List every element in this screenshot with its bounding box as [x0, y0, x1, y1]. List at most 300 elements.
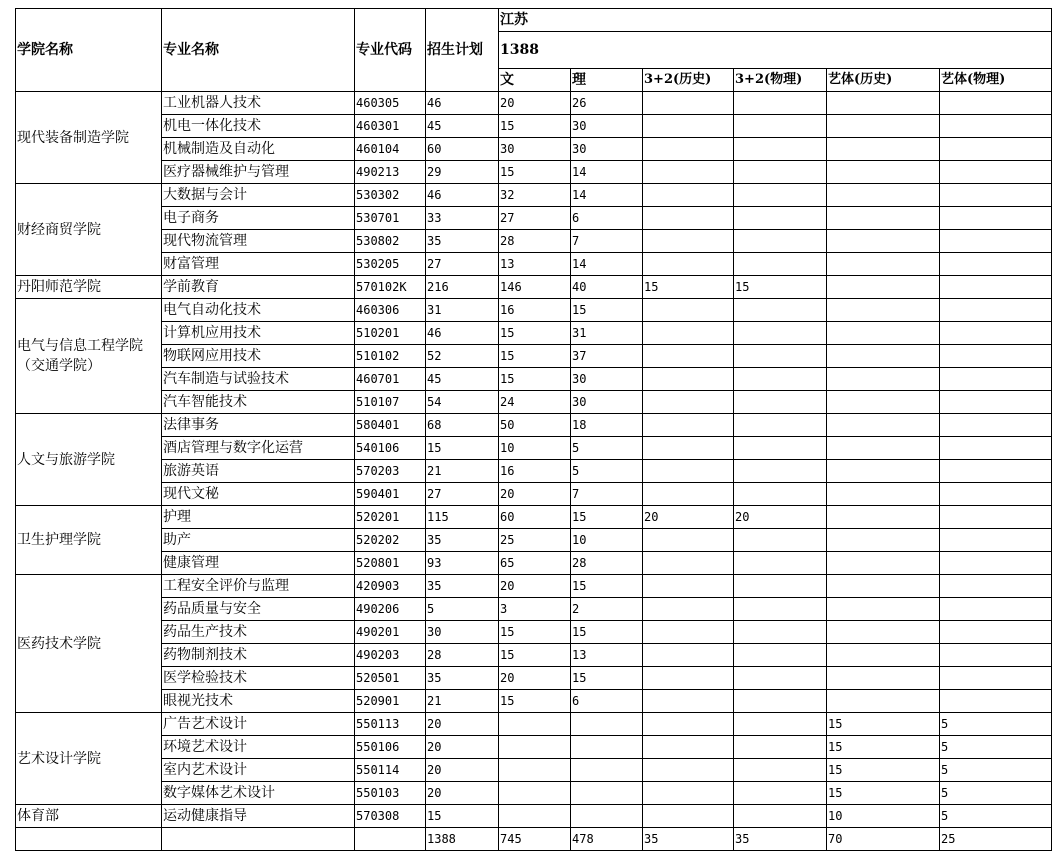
- li-cell: 5: [571, 460, 643, 483]
- major-cell: 眼视光技术: [162, 690, 355, 713]
- art-history-cell: 15: [827, 759, 940, 782]
- college-cell: 丹阳师范学院: [16, 276, 162, 299]
- college-cell: 艺术设计学院: [16, 713, 162, 805]
- p32-cell: [734, 161, 827, 184]
- h32-cell: [643, 690, 734, 713]
- plan-cell: 52: [426, 345, 499, 368]
- p32-cell: [734, 667, 827, 690]
- code-cell: 510201: [355, 322, 426, 345]
- plan-cell: 35: [426, 667, 499, 690]
- code-cell: 490206: [355, 598, 426, 621]
- table-row: [16, 759, 1052, 782]
- plan-cell: 15: [426, 805, 499, 828]
- li-cell: 30: [571, 115, 643, 138]
- plan-cell: 27: [426, 253, 499, 276]
- h32-cell: [643, 805, 734, 828]
- table-row: [16, 115, 1052, 138]
- college-cell: 医药技术学院: [16, 575, 162, 713]
- art-history-cell: [827, 253, 940, 276]
- art-physics-cell: [940, 138, 1052, 161]
- plan-cell: 15: [426, 437, 499, 460]
- wen-cell: [499, 713, 571, 736]
- plan-cell: 216: [426, 276, 499, 299]
- li-cell: [571, 713, 643, 736]
- table-row: [16, 368, 1052, 391]
- p32-cell: [734, 368, 827, 391]
- wen-cell: 65: [499, 552, 571, 575]
- art-physics-cell: [940, 161, 1052, 184]
- h32-cell: [643, 230, 734, 253]
- college-cell: 体育部: [16, 805, 162, 828]
- major-cell: 汽车制造与试验技术: [162, 368, 355, 391]
- art-history-cell: [827, 506, 940, 529]
- code-cell: 570203: [355, 460, 426, 483]
- wen-cell: 15: [499, 161, 571, 184]
- art-history-cell: [827, 345, 940, 368]
- code-cell: 520501: [355, 667, 426, 690]
- li-cell: 30: [571, 391, 643, 414]
- art-history-cell: [827, 437, 940, 460]
- table-row: [16, 207, 1052, 230]
- wen-cell: 15: [499, 690, 571, 713]
- h32-cell: [643, 299, 734, 322]
- p32-cell: [734, 759, 827, 782]
- header-row: [16, 9, 1052, 32]
- table-row: [16, 414, 1052, 437]
- major-cell: 机电一体化技术: [162, 115, 355, 138]
- plan-cell: 20: [426, 713, 499, 736]
- major-cell: 工业机器人技术: [162, 92, 355, 115]
- p32-cell: [734, 322, 827, 345]
- major-cell: 酒店管理与数字化运营: [162, 437, 355, 460]
- art-history-cell: [827, 414, 940, 437]
- major-cell: 电子商务: [162, 207, 355, 230]
- art-history-cell: [827, 391, 940, 414]
- wen-cell: 16: [499, 460, 571, 483]
- p32-cell: [734, 598, 827, 621]
- h32-cell: [643, 713, 734, 736]
- code-cell: 420903: [355, 575, 426, 598]
- header-li: 理: [571, 69, 643, 92]
- li-cell: 7: [571, 230, 643, 253]
- h32-cell: [643, 115, 734, 138]
- major-cell: 学前教育: [162, 276, 355, 299]
- wen-cell: 20: [499, 667, 571, 690]
- art-physics-cell: [940, 437, 1052, 460]
- code-cell: 460305: [355, 92, 426, 115]
- plan-cell: 46: [426, 184, 499, 207]
- li-cell: 14: [571, 184, 643, 207]
- header-major: 专业名称: [162, 9, 355, 92]
- table-row: [16, 184, 1052, 207]
- wen-cell: 10: [499, 437, 571, 460]
- art-history-cell: [827, 483, 940, 506]
- major-cell: 护理: [162, 506, 355, 529]
- art-physics-cell: [940, 276, 1052, 299]
- plan-cell: 68: [426, 414, 499, 437]
- p32-cell: [734, 138, 827, 161]
- table-row: [16, 92, 1052, 115]
- h32-cell: [643, 529, 734, 552]
- li-cell: 15: [571, 506, 643, 529]
- college-cell: 现代装备制造学院: [16, 92, 162, 184]
- li-cell: 37: [571, 345, 643, 368]
- h32-cell: [643, 483, 734, 506]
- h32-cell: [643, 184, 734, 207]
- empty-cell: [16, 828, 162, 851]
- wen-cell: 24: [499, 391, 571, 414]
- wen-cell: 25: [499, 529, 571, 552]
- p32-cell: [734, 575, 827, 598]
- wen-cell: 30: [499, 138, 571, 161]
- college-cell: 电气与信息工程学院（交通学院）: [16, 299, 162, 414]
- code-cell: 540106: [355, 437, 426, 460]
- art-history-cell: [827, 184, 940, 207]
- major-cell: 工程安全评价与监理: [162, 575, 355, 598]
- art-history-cell: [827, 552, 940, 575]
- h32-cell: [643, 759, 734, 782]
- table-row: [16, 437, 1052, 460]
- li-cell: 13: [571, 644, 643, 667]
- code-cell: 460306: [355, 299, 426, 322]
- table-row: [16, 460, 1052, 483]
- li-cell: 15: [571, 667, 643, 690]
- wen-cell: 20: [499, 575, 571, 598]
- plan-cell: 35: [426, 230, 499, 253]
- wen-cell: 27: [499, 207, 571, 230]
- table-row: [16, 230, 1052, 253]
- h32-cell: [643, 437, 734, 460]
- plan-cell: 60: [426, 138, 499, 161]
- p32-cell: [734, 115, 827, 138]
- major-cell: 汽车智能技术: [162, 391, 355, 414]
- art-physics-cell: [940, 299, 1052, 322]
- plan-cell: 35: [426, 529, 499, 552]
- art-physics-cell: 5: [940, 713, 1052, 736]
- art-physics-cell: [940, 368, 1052, 391]
- code-cell: 550106: [355, 736, 426, 759]
- major-cell: 健康管理: [162, 552, 355, 575]
- header-art-history: 艺体(历史): [827, 69, 940, 92]
- table-row: [16, 736, 1052, 759]
- table-row: [16, 713, 1052, 736]
- plan-cell: 93: [426, 552, 499, 575]
- college-cell: 卫生护理学院: [16, 506, 162, 575]
- plan-cell: 28: [426, 644, 499, 667]
- art-physics-cell: [940, 575, 1052, 598]
- li-cell: 26: [571, 92, 643, 115]
- li-cell: 40: [571, 276, 643, 299]
- art-history-cell: 15: [827, 713, 940, 736]
- total-plan-cell: 1388: [426, 828, 499, 851]
- h32-cell: [643, 368, 734, 391]
- p32-cell: [734, 690, 827, 713]
- major-cell: 财富管理: [162, 253, 355, 276]
- h32-cell: [643, 322, 734, 345]
- wen-cell: [499, 759, 571, 782]
- code-cell: 490213: [355, 161, 426, 184]
- li-cell: 14: [571, 161, 643, 184]
- major-cell: 药品生产技术: [162, 621, 355, 644]
- p32-cell: [734, 621, 827, 644]
- code-cell: 570308: [355, 805, 426, 828]
- h32-cell: [643, 736, 734, 759]
- header-wen: 文: [499, 69, 571, 92]
- h32-cell: [643, 575, 734, 598]
- h32-cell: [643, 552, 734, 575]
- total-ah-cell: 70: [827, 828, 940, 851]
- header-code: 专业代码: [355, 9, 426, 92]
- header-province-total: 1388: [499, 32, 1052, 69]
- header-32-history: 3+2(历史): [643, 69, 734, 92]
- wen-cell: 3: [499, 598, 571, 621]
- major-cell: 大数据与会计: [162, 184, 355, 207]
- major-cell: 机械制造及自动化: [162, 138, 355, 161]
- total-ap-cell: 25: [940, 828, 1052, 851]
- wen-cell: 13: [499, 253, 571, 276]
- plan-cell: 29: [426, 161, 499, 184]
- major-cell: 计算机应用技术: [162, 322, 355, 345]
- art-history-cell: 15: [827, 736, 940, 759]
- art-history-cell: [827, 92, 940, 115]
- art-history-cell: [827, 138, 940, 161]
- table-row: [16, 529, 1052, 552]
- art-history-cell: [827, 276, 940, 299]
- code-cell: 550114: [355, 759, 426, 782]
- code-cell: 530205: [355, 253, 426, 276]
- wen-cell: 15: [499, 644, 571, 667]
- plan-cell: 33: [426, 207, 499, 230]
- h32-cell: [643, 782, 734, 805]
- code-cell: 580401: [355, 414, 426, 437]
- p32-cell: [734, 713, 827, 736]
- table-row: [16, 138, 1052, 161]
- p32-cell: [734, 782, 827, 805]
- table-row: [16, 552, 1052, 575]
- art-history-cell: 10: [827, 805, 940, 828]
- table-row: [16, 345, 1052, 368]
- li-cell: [571, 782, 643, 805]
- art-physics-cell: [940, 598, 1052, 621]
- art-history-cell: 15: [827, 782, 940, 805]
- empty-cell: [162, 828, 355, 851]
- code-cell: 490201: [355, 621, 426, 644]
- major-cell: 数字媒体艺术设计: [162, 782, 355, 805]
- h32-cell: [643, 345, 734, 368]
- major-cell: 药物制剂技术: [162, 644, 355, 667]
- table-row: [16, 782, 1052, 805]
- art-history-cell: [827, 460, 940, 483]
- art-history-cell: [827, 621, 940, 644]
- art-history-cell: [827, 161, 940, 184]
- h32-cell: [643, 391, 734, 414]
- p32-cell: [734, 644, 827, 667]
- art-history-cell: [827, 322, 940, 345]
- wen-cell: 15: [499, 322, 571, 345]
- table-row: [16, 506, 1052, 529]
- major-cell: 法律事务: [162, 414, 355, 437]
- major-cell: 助产: [162, 529, 355, 552]
- code-cell: 550113: [355, 713, 426, 736]
- li-cell: [571, 736, 643, 759]
- art-physics-cell: [940, 460, 1052, 483]
- art-history-cell: [827, 368, 940, 391]
- total-li-cell: 478: [571, 828, 643, 851]
- plan-cell: 31: [426, 299, 499, 322]
- major-cell: 现代文秘: [162, 483, 355, 506]
- li-cell: [571, 759, 643, 782]
- plan-cell: 5: [426, 598, 499, 621]
- header-plan: 招生计划: [426, 9, 499, 92]
- major-cell: 运动健康指导: [162, 805, 355, 828]
- major-cell: 医疗器械维护与管理: [162, 161, 355, 184]
- p32-cell: [734, 253, 827, 276]
- plan-cell: 115: [426, 506, 499, 529]
- li-cell: 28: [571, 552, 643, 575]
- college-cell: 人文与旅游学院: [16, 414, 162, 506]
- major-cell: 环境艺术设计: [162, 736, 355, 759]
- art-history-cell: [827, 667, 940, 690]
- plan-cell: 54: [426, 391, 499, 414]
- code-cell: 520202: [355, 529, 426, 552]
- h32-cell: [643, 253, 734, 276]
- header-art-physics: 艺体(物理): [940, 69, 1052, 92]
- art-physics-cell: [940, 230, 1052, 253]
- plan-cell: 46: [426, 92, 499, 115]
- art-physics-cell: [940, 345, 1052, 368]
- p32-cell: [734, 230, 827, 253]
- major-cell: 物联网应用技术: [162, 345, 355, 368]
- art-physics-cell: [940, 644, 1052, 667]
- li-cell: 2: [571, 598, 643, 621]
- h32-cell: [643, 414, 734, 437]
- li-cell: 6: [571, 207, 643, 230]
- table-row: [16, 644, 1052, 667]
- plan-cell: 35: [426, 575, 499, 598]
- art-physics-cell: [940, 253, 1052, 276]
- art-history-cell: [827, 644, 940, 667]
- code-cell: 530802: [355, 230, 426, 253]
- h32-cell: [643, 621, 734, 644]
- p32-cell: [734, 483, 827, 506]
- li-cell: 30: [571, 138, 643, 161]
- h32-cell: [643, 667, 734, 690]
- plan-cell: 20: [426, 736, 499, 759]
- plan-cell: 21: [426, 690, 499, 713]
- p32-cell: [734, 552, 827, 575]
- wen-cell: 16: [499, 299, 571, 322]
- code-cell: 510102: [355, 345, 426, 368]
- art-physics-cell: [940, 115, 1052, 138]
- art-physics-cell: [940, 414, 1052, 437]
- wen-cell: 15: [499, 115, 571, 138]
- code-cell: 550103: [355, 782, 426, 805]
- p32-cell: [734, 805, 827, 828]
- table-row: [16, 598, 1052, 621]
- enrollment-plan-table: [15, 8, 1052, 851]
- p32-cell: [734, 207, 827, 230]
- art-history-cell: [827, 690, 940, 713]
- art-physics-cell: [940, 506, 1052, 529]
- code-cell: 570102K: [355, 276, 426, 299]
- h32-cell: [643, 644, 734, 667]
- wen-cell: 32: [499, 184, 571, 207]
- wen-cell: 20: [499, 483, 571, 506]
- table-row: [16, 253, 1052, 276]
- li-cell: [571, 805, 643, 828]
- totals-row: [16, 828, 1052, 851]
- p32-cell: [734, 437, 827, 460]
- h32-cell: [643, 207, 734, 230]
- plan-cell: 27: [426, 483, 499, 506]
- art-physics-cell: [940, 207, 1052, 230]
- art-physics-cell: [940, 552, 1052, 575]
- art-physics-cell: [940, 483, 1052, 506]
- art-history-cell: [827, 230, 940, 253]
- art-physics-cell: [940, 690, 1052, 713]
- major-cell: 室内艺术设计: [162, 759, 355, 782]
- li-cell: 10: [571, 529, 643, 552]
- code-cell: 520801: [355, 552, 426, 575]
- wen-cell: 146: [499, 276, 571, 299]
- h32-cell: [643, 92, 734, 115]
- li-cell: 7: [571, 483, 643, 506]
- wen-cell: 15: [499, 621, 571, 644]
- table-row: [16, 667, 1052, 690]
- p32-cell: [734, 529, 827, 552]
- h32-cell: 15: [643, 276, 734, 299]
- wen-cell: 15: [499, 345, 571, 368]
- plan-cell: 45: [426, 115, 499, 138]
- table-row: [16, 805, 1052, 828]
- li-cell: 30: [571, 368, 643, 391]
- header-32-physics: 3+2(物理): [734, 69, 827, 92]
- p32-cell: [734, 460, 827, 483]
- table-row: [16, 621, 1052, 644]
- plan-cell: 21: [426, 460, 499, 483]
- h32-cell: [643, 598, 734, 621]
- p32-cell: [734, 299, 827, 322]
- art-history-cell: [827, 207, 940, 230]
- code-cell: 520901: [355, 690, 426, 713]
- major-cell: 广告艺术设计: [162, 713, 355, 736]
- major-cell: 旅游英语: [162, 460, 355, 483]
- wen-cell: 28: [499, 230, 571, 253]
- wen-cell: 50: [499, 414, 571, 437]
- code-cell: 490203: [355, 644, 426, 667]
- header-college: 学院名称: [16, 9, 162, 92]
- wen-cell: [499, 782, 571, 805]
- table-row: [16, 322, 1052, 345]
- table-row: [16, 391, 1052, 414]
- art-physics-cell: [940, 184, 1052, 207]
- art-physics-cell: [940, 391, 1052, 414]
- li-cell: 31: [571, 322, 643, 345]
- art-physics-cell: [940, 92, 1052, 115]
- art-physics-cell: 5: [940, 759, 1052, 782]
- code-cell: 520201: [355, 506, 426, 529]
- plan-cell: 20: [426, 782, 499, 805]
- p32-cell: [734, 736, 827, 759]
- code-cell: 460104: [355, 138, 426, 161]
- table-row: [16, 276, 1052, 299]
- major-cell: 现代物流管理: [162, 230, 355, 253]
- major-cell: 电气自动化技术: [162, 299, 355, 322]
- code-cell: 530302: [355, 184, 426, 207]
- code-cell: 460301: [355, 115, 426, 138]
- li-cell: 18: [571, 414, 643, 437]
- h32-cell: [643, 460, 734, 483]
